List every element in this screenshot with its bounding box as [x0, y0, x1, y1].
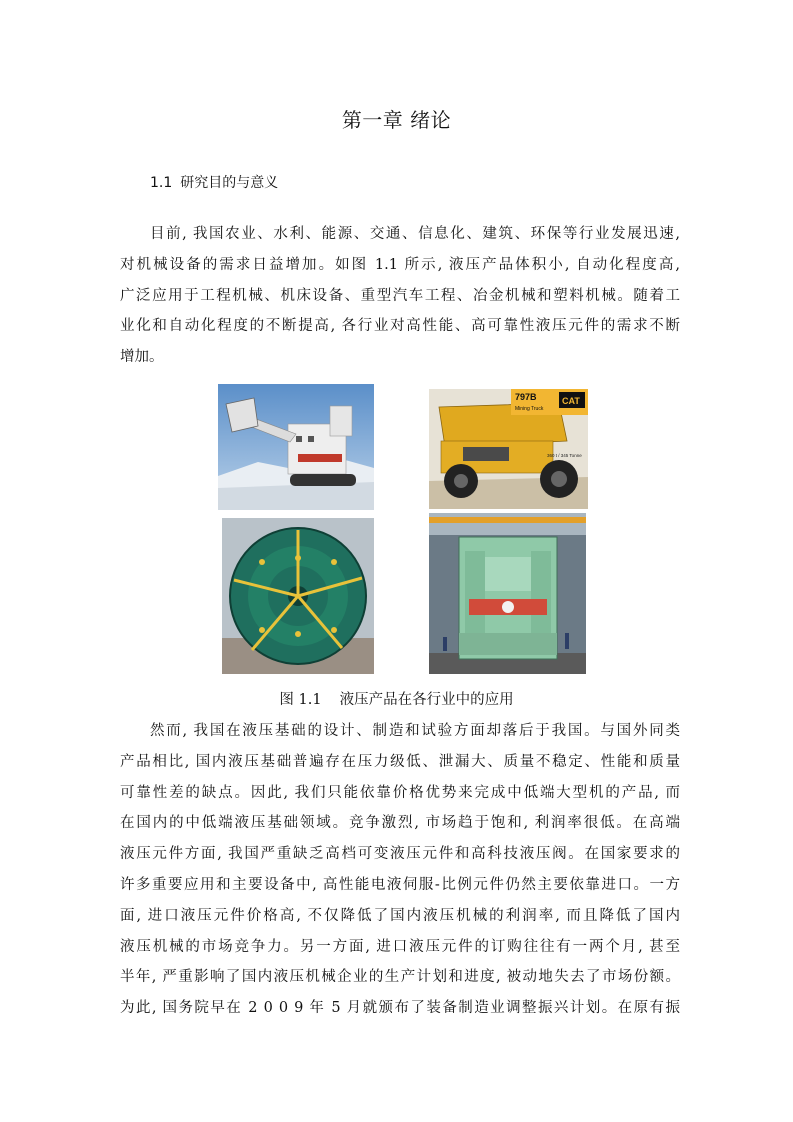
paragraph-main [120, 716, 680, 1024]
figure-excavator-photo [218, 384, 374, 510]
excavator-image [218, 384, 374, 510]
paragraph-line: 业化和自动化程度的不断提高, 各行业对高性能、高可靠性液压元件的需求不断 [120, 318, 680, 335]
cat-logo-text: CAT [562, 396, 580, 406]
section-heading [150, 172, 278, 192]
paragraph-line: 许多重要应用和主要设备中, 高性能电液伺服-比例元件仍然主要依靠进口。一方 [120, 876, 680, 893]
figure-tbm-cutterhead-photo [222, 518, 374, 674]
section-number: 1.1 [150, 175, 173, 191]
truck-sub-label: Mining Truck [515, 406, 544, 412]
figure-caption [0, 688, 793, 709]
section-title: 研究目的与意义 [180, 175, 279, 191]
figure-hydraulic-press-photo [429, 513, 586, 674]
tbm-cutterhead-image [222, 518, 374, 674]
paragraph-line: 广泛应用于工程机械、机床设备、重型汽车工程、冶金机械和塑料机械。随着工 [120, 287, 680, 304]
paragraph-line: 可靠性差的缺点。因此, 我们只能依靠价格优势来完成中低端大型机的产品, 而 [120, 784, 680, 801]
truck-model-label: 797B [515, 392, 537, 402]
paragraph-line: 液压机械的市场竞争力。另一方面, 进口液压元件的订购往往有一两个月, 甚至 [120, 938, 680, 955]
figure-label: 图 1.1 [279, 692, 322, 708]
hydraulic-press-image [429, 513, 586, 674]
paragraph-line: 增加。 [120, 349, 164, 366]
paragraph-line: 然而, 我国在液压基础的设计、制造和试验方面却落后于我国。与国外同类 [150, 723, 680, 739]
paragraph-intro [120, 219, 680, 373]
paragraph-line: 目前, 我国农业、水利、能源、交通、信息化、建筑、环保等行业发展迅速, [150, 226, 680, 242]
truck-capacity-label: 360 t / 345 Tonne [547, 453, 582, 458]
paragraph-line: 液压元件方面, 我国严重缺乏高档可变液压元件和高科技液压阀。在国家要求的 [120, 846, 680, 863]
paragraph-line: 为此, 国务院早在 2 0 0 9 年 5 月就颁布了装备制造业调整振兴计划。在原有振 [120, 1000, 680, 1017]
paragraph-line: 半年, 严重影响了国内液压机械企业的生产计划和进度, 被动地失去了市场份额。 [120, 969, 680, 986]
paragraph-line: 面, 进口液压元件价格高, 不仅降低了国内液压机械的利润率, 而且降低了国内 [120, 907, 680, 924]
paragraph-line: 在国内的中低端液压基础领域。竞争激烈, 市场趋于饱和, 利润率很低。在高端 [120, 815, 680, 832]
mining-truck-image [429, 389, 588, 509]
paragraph-line: 产品相比, 国内液压基础普遍存在压力级低、泄漏大、质量不稳定、性能和质量 [120, 753, 680, 770]
figure-mining-truck-photo [429, 389, 588, 509]
chapter-title: 第一章 绪论 [341, 108, 452, 132]
figure-caption-text: 液压产品在各行业中的应用 [339, 692, 514, 708]
paragraph-line: 对机械设备的需求日益增加。如图 1.1 所示, 液压产品体积小, 自动化程度高, [120, 256, 680, 273]
